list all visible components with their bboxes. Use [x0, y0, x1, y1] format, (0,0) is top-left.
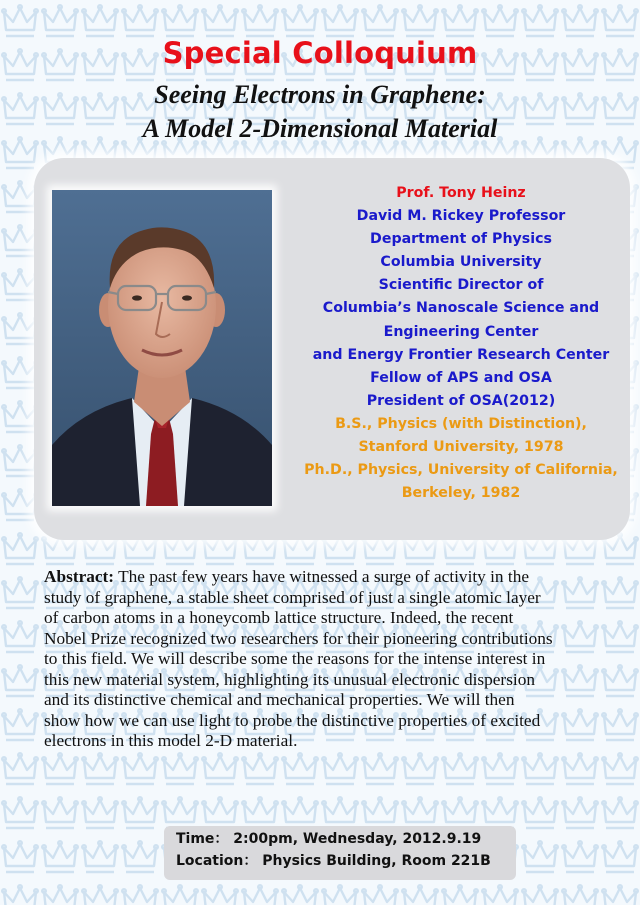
abstract-label: Abstract: [44, 567, 115, 586]
abstract-line [44, 567, 616, 588]
abstract-line: of carbon atoms in a honeycomb lattice structure. Indeed, the recent [44, 608, 514, 627]
event-location: Location： Physics Building, Room 221B [176, 853, 491, 869]
speaker-education-line: Stanford University, 1978 [358, 439, 564, 456]
abstract-line: study of graphene, a stable sheet comprised of just a single atomic layer [44, 587, 541, 607]
talk-title-line-2: A Model 2-Dimensional Material [142, 114, 498, 143]
abstract-section [44, 567, 616, 752]
speaker-education-line: B.S., Physics (with Distinction), [335, 415, 587, 432]
speaker-bio [296, 182, 626, 505]
speaker-affiliation-line: Scientific Director of [378, 277, 544, 294]
event-info [176, 828, 516, 872]
speaker-photo [52, 190, 272, 506]
abstract-line: electrons in this model 2-D material. [44, 731, 298, 750]
speaker-education-line: Ph.D., Physics, University of California, [304, 462, 618, 479]
speaker-affiliation-line: David M. Rickey Professor [356, 208, 566, 225]
abstract-line: Nobel Prize recognized two researchers for their pioneering contributions [44, 628, 553, 648]
speaker-affiliation-line: President of OSA(2012) [366, 392, 556, 409]
abstract-line: and its distinctive chemical and mechanical properties. We will then [44, 690, 515, 709]
talk-title-line-1: Seeing Electrons in Graphene: [154, 80, 486, 109]
speaker-affiliation-line: Engineering Center [383, 323, 539, 340]
abstract-line: show how we can use light to probe the distinctive properties of excited [44, 710, 541, 730]
speaker-affiliation-line: Columbia University [380, 254, 542, 271]
page-title: Special Colloquium [162, 36, 478, 70]
speaker-affiliation-line: and Energy Frontier Research Center [312, 346, 610, 363]
speaker-education-line: Berkeley, 1982 [401, 485, 521, 502]
speaker-name: Prof. Tony Heinz [396, 185, 526, 201]
speaker-affiliation-line: Fellow of APS and OSA [370, 369, 552, 386]
speaker-affiliation-line: Department of Physics [370, 231, 552, 248]
event-time: Time： 2:00pm, Wednesday, 2012.9.19 [176, 831, 482, 847]
abstract-text: The past few years have witnessed a surge of activity in the [114, 567, 530, 586]
abstract-line: this new material system, highlighting its unusual electronic dispersion [44, 669, 535, 689]
speaker-affiliation-line: Columbia’s Nanoscale Science and [322, 300, 600, 317]
abstract-line: to this field. We will describe some the reasons for the intense interest in [44, 649, 546, 668]
